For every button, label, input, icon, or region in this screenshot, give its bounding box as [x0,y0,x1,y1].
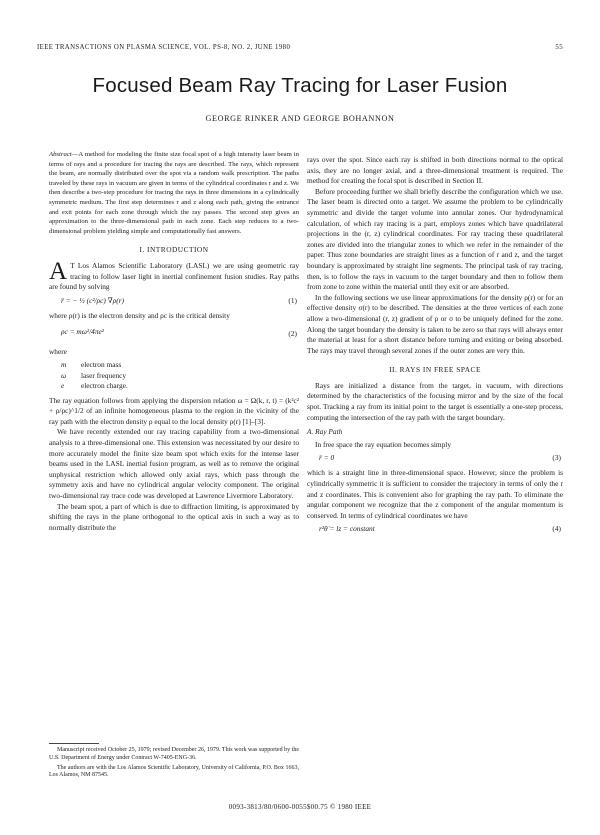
definition-text: electron mass [81,359,122,369]
equation-4-expression: r²θ̇ = lz = constant [319,524,375,534]
paper-authors: GEORGE RINKER AND GEORGE BOHANNON [205,114,395,123]
right-paragraph-4: Rays are initialized a distance from the target, in vacuum, with directions determined by the characteristics of the focusing mirror and by the size of the focal spot. Tracking a ray from its initial point to the target is essentially a one-step process, computing the intersection of the ray path with the target boundary. [307,380,563,422]
abstract-label: Abstract [49,151,72,158]
intro-paragraph-2: where ρ(r) is the electron density and ρc is the critical density [49,310,230,320]
copyright-line: 0093-3813/80/0600-0055$00.75 © 1980 IEEE [228,803,372,811]
equation-4-number: (4) [552,524,561,534]
drop-cap: A [49,257,68,285]
equation-2-number: (2) [288,329,297,339]
intro-paragraph-3: The ray equation follows from applying the dispersion relation ω = Ω(k, r, t) = (k²c² + ρ/ρc)^1/2 of an infinite homogeneous plasma to the region in the vicinity of the ray path with the electron density ρ equal to the local density ρ(r) [1]–[3]. [49,395,299,426]
equation-4 [307,523,563,537]
section-heading-introduction: I. INTRODUCTION [139,245,209,255]
running-head [37,44,563,56]
right-paragraph-5: In free space the ray equation becomes simply [315,439,452,449]
subsection-heading-ray-path: A. Ray Path [307,427,343,437]
right-paragraph-6: which is a straight line in three-dimensional space. However, since the problem is cylindrically symmetric it is sufficient to consider the trajectory in terms of only the r and z coordinates. This is convenient also for graphing the ray path. To eliminate the angular component we recognize that the z component of the angular momentum is conserved. In terms of cylindrical coordinates we have [307,468,563,520]
equation-1-number: (1) [288,295,297,305]
intro-paragraph-1-text: T Los Alamos Scientific Laboratory (LASL) we are using geometric ray tracing to follow laser light in inertial confinement fusion studies. Ray paths are found by solving [49,260,299,292]
footnote-rule [49,743,99,744]
intro-paragraph-4: We have recently extended our ray tracing capability from a two-dimensional analysis to a three-dimensional one. This extension was necessitated by our desire to more accurately model the finite size beam spot which exits for the intense laser beams used in the LASL inertial fusion program, as well as to remove the original unphysical restriction which allowed only axial rays, which pass through the symmetry axis and have no cylindrical angular velocity component. The original two-dimensional ray trace code was developed at Lawrence Livermore Laboratory. [49,427,299,501]
left-column [49,150,299,533]
equation-3-expression: r̈ = 0 [319,453,335,463]
footnote-received: Manuscript received October 25, 1979; revised December 26, 1979. This work was supported by the U.S. Department of Energy under Contract W-7405-ENG-36. [49,747,299,761]
section-heading-free-space: II. RAYS IN FREE SPACE [389,365,481,375]
definition-row [61,381,299,392]
equation-2 [49,323,299,345]
right-paragraph-2: Before proceeding further we shall briefly describe the configuration which we use. The laser beam is directed onto a target. We assume the problem to be cylindrically symmetric and divide the target volume into annular zones. Our hydrodynamical calculation, of which ray tracing is a part, employs zones which have quadrilateral projections in the (r, z) cylindrical coordinates. For ray tracing these quadrilateral zones are divided into the triangular zones to which we refer in the remainder of the paper. Thus zone boundaries are straight lines as a function of r and z, and the target boundary is approximated by straight line segments. The principal task of ray tracing, then, is to follow the rays in vacuum to the target boundary and then to follow them from zone to zone within the material until they exit or are absorbed. [307,186,563,292]
equation-1 [49,295,299,309]
symbol-definitions [61,360,299,392]
equation-3 [307,452,563,466]
right-paragraph-3: In the following sections we use linear approximations for the density ρ(r) or for an effective density σ(r) to be described. The densities at the three vertices of each zone allow a two-dimensional (r, z) gradient of ρ or σ to be uniquely defined for the zone. Along the target boundary the density is taken to be zero so that rays will always enter the material at least for a short distance before turning and exiting or being absorbed. The rays may travel through several zones if the outer zones are very thin. [307,292,563,355]
abstract-text: —A method for modeling the finite size focal spot of a high intensity laser beam in terms of rays and a procedure for tracing the rays are described. The rays, which represent the beam, are normally distributed over the spot via a random walk prescription. The paths traveled by these rays in vacuum are given in terms of the cylindrical coordinates r and z. We then describe a two-step procedure for tracing the rays in three dimensions in a cylindrically symmetric medium. The first step determines r and z along each path, giving the entrance and exit points for each zone through which the ray passes. The second step gives an approximation to the three-dimensional path in each zone. Each step reduces to a two-dimensional problem yielding simple and computationally fast answers. [49,151,299,235]
page-number: 55 [555,44,563,51]
paper-title: Focused Beam Ray Tracing for Laser Fusion [92,74,508,97]
definition-symbol: m [61,359,67,369]
abstract [49,150,299,236]
definition-text: electron charge. [81,381,128,391]
footnote-affiliation: The authors are with the Los Alamos Scientific Laboratory, University of California, P.O. Box 1663, Los Alamos, NM 87545. [49,764,299,779]
equation-3-number: (3) [552,453,561,463]
equation-2-expression: ρc = mω²/4πe² [61,327,104,337]
definition-symbol: ω [61,370,67,380]
intro-paragraph-5: The beam spot, a part of which is due to diffraction limiting, is approximated by shifting the rays in the plane orthogonal to the optical axis in such a way as to normally distribute the [49,501,299,532]
intro-paragraph-1 [49,257,299,293]
equation-1-expression: r̈ = − ½ (c²/ρc) ∇ρ(r) [61,295,125,305]
journal-name: IEEE TRANSACTIONS ON PLASMA SCIENCE, VOL. PS-8, NO. 2, JUNE 1980 [37,44,291,51]
definition-text: laser frequency [81,370,127,380]
definition-symbol: e [61,381,65,391]
definition-row [61,360,299,371]
definition-row [61,371,299,382]
right-paragraph-1: rays over the spot. Since each ray is shifted in both directions normal to the optical axis, they are no longer axial, and a three-dimensional treatment is required. The method for creating the focal spot is described in Section II. [307,155,563,186]
right-column [307,155,563,539]
where-label: where [49,347,67,357]
footnotes [49,747,299,782]
